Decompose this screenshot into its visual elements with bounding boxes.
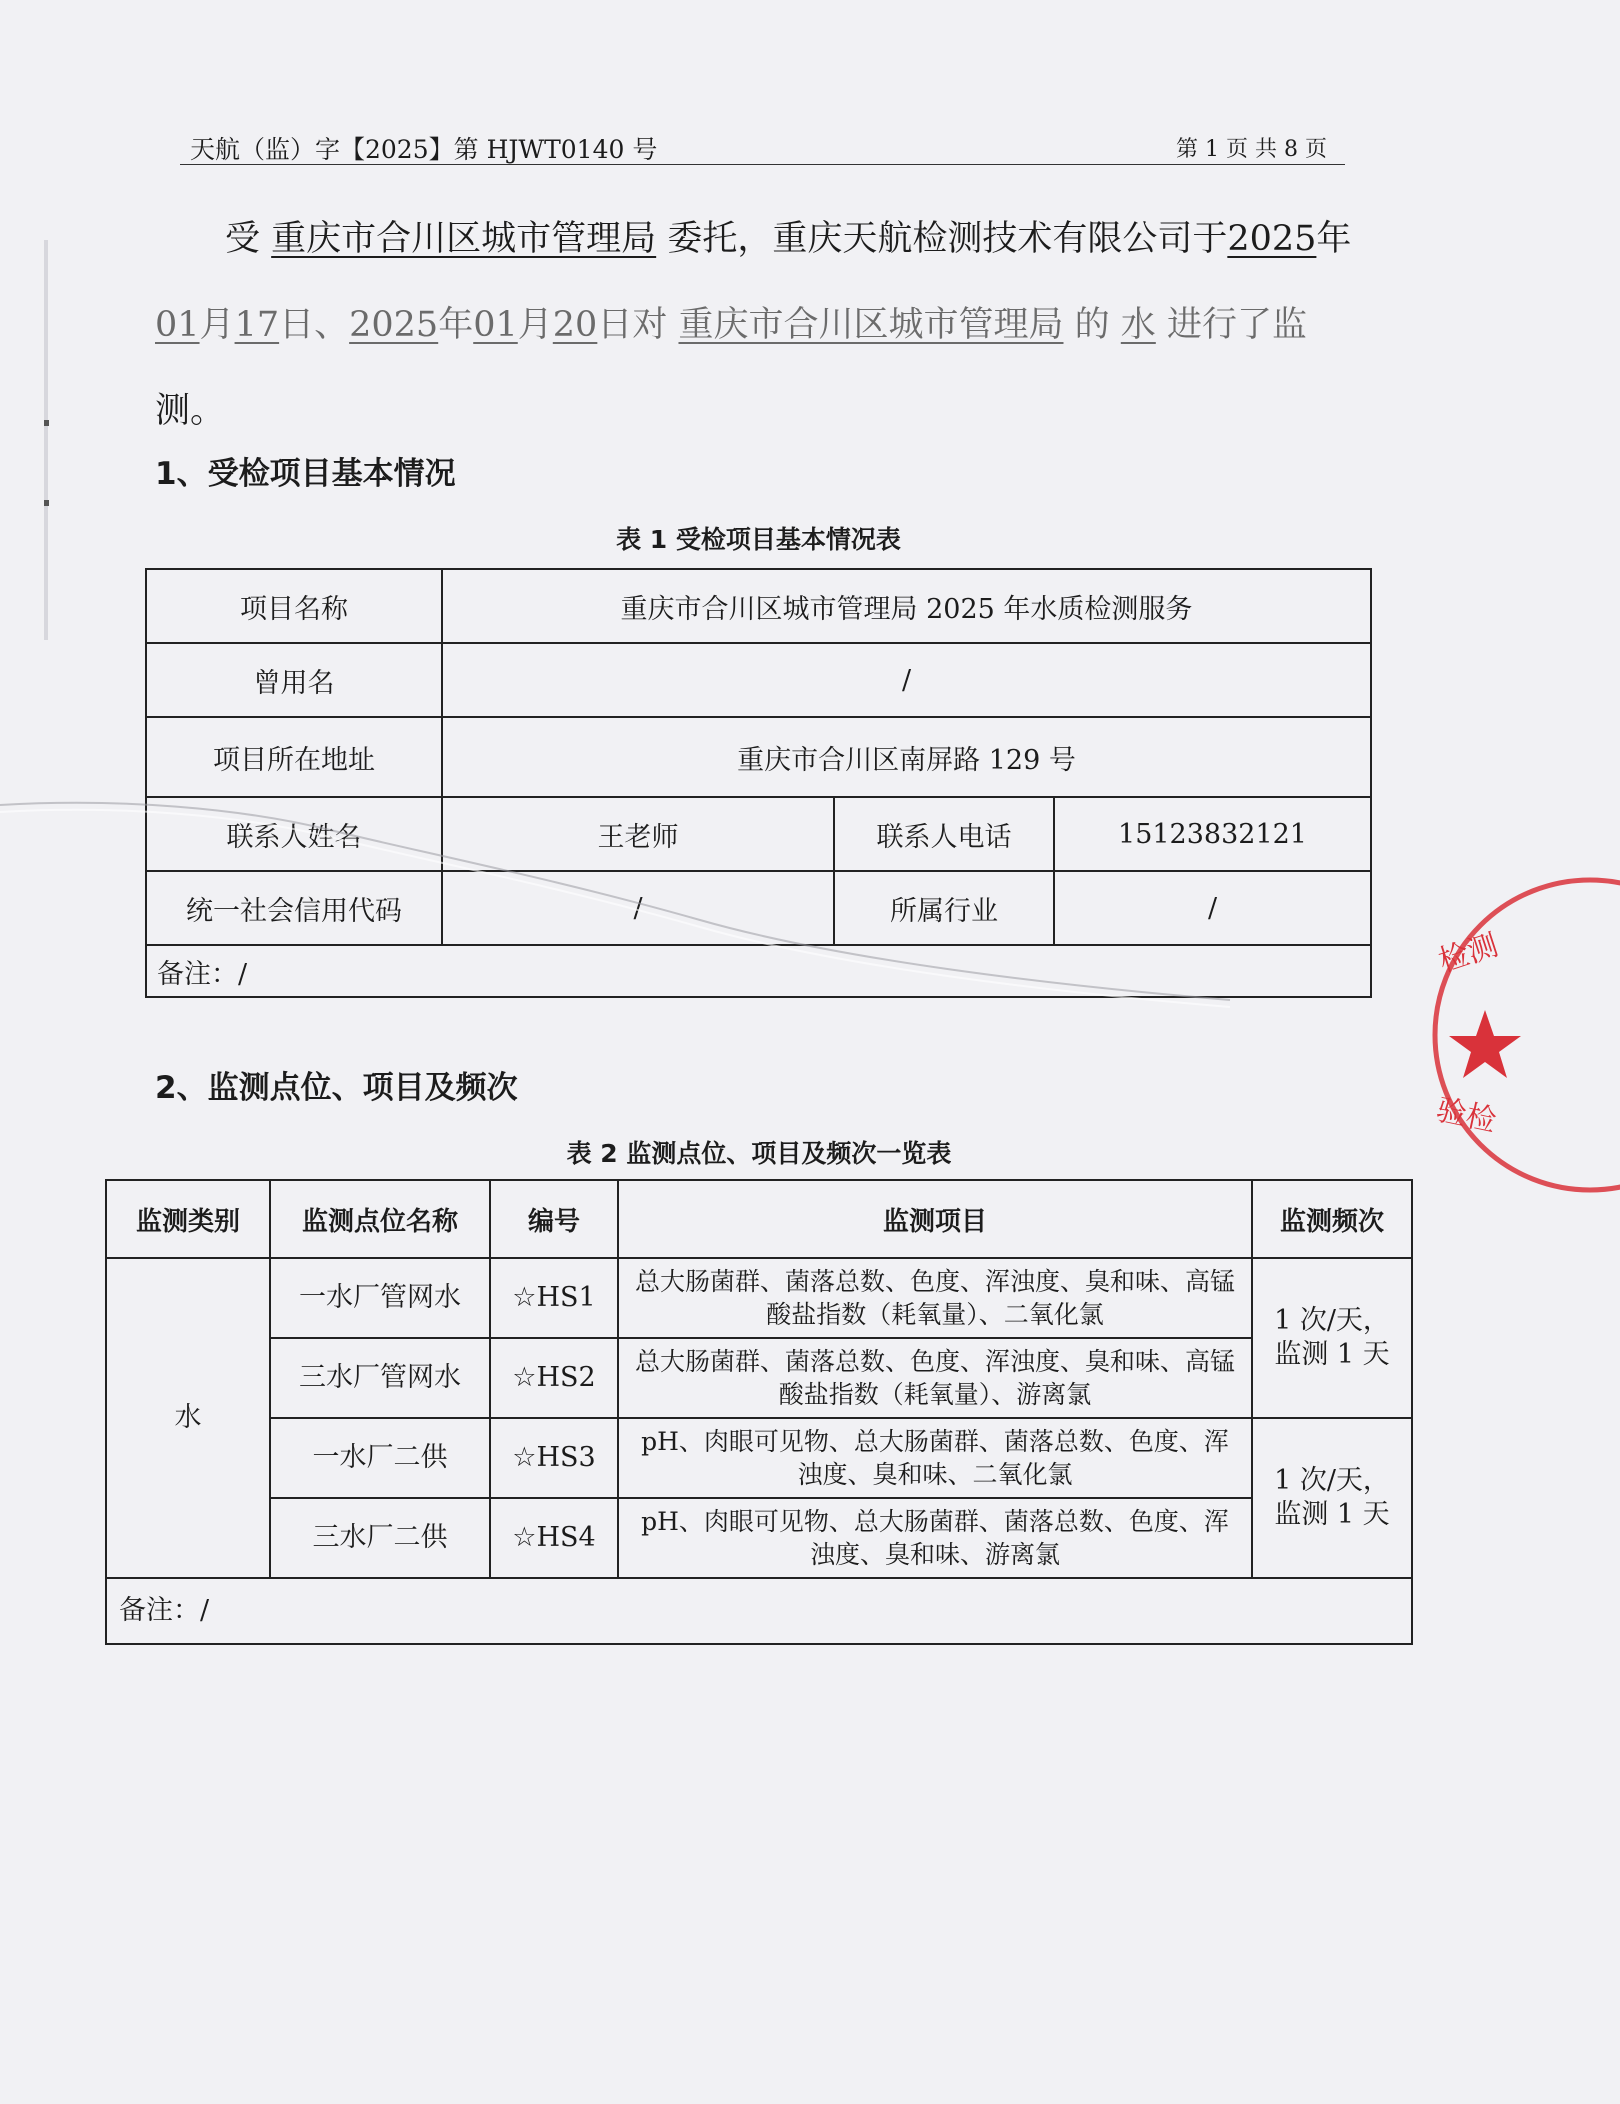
intro-text: 受 [225, 219, 261, 259]
phone-label: 联系人电话 [834, 797, 1054, 871]
table-row [146, 797, 1371, 871]
intro-text: 年 [1316, 219, 1352, 259]
phone-value: 15123832121 [1054, 797, 1371, 871]
monitoring-items: pH、肉眼可见物、总大肠菌群、菌落总数、色度、浑浊度、臭和味、游离氯 [618, 1498, 1252, 1578]
site-name: 一水厂二供 [270, 1418, 490, 1498]
industry-label: 所属行业 [834, 871, 1054, 945]
intro-text: 委托，重庆天航检测技术有限公司于 [667, 219, 1228, 259]
svg-text:检测: 检测 [1434, 927, 1503, 980]
address-label: 项目所在地址 [146, 717, 442, 797]
frequency-cell [1252, 1418, 1412, 1578]
column-header: 监测项目 [618, 1180, 1252, 1258]
intro-text: 测。 [155, 391, 226, 431]
intro-text: 月 [517, 305, 553, 345]
table-row [106, 1578, 1412, 1644]
table1-note: 备注：/ [146, 945, 1371, 997]
table-row [146, 643, 1371, 717]
former-name-label: 曾用名 [146, 643, 442, 717]
section2-heading: 2、监测点位、项目及频次 [155, 1070, 518, 1106]
table-row [106, 1418, 1412, 1498]
intro-text: 日、 [279, 305, 350, 345]
red-seal-stamp [1420, 870, 1620, 1200]
table1-caption: 表 1 受检项目基本情况表 [616, 525, 901, 554]
table-row [146, 945, 1371, 997]
project-name-value: 重庆市合川区城市管理局 2025 年水质检测服务 [442, 569, 1371, 643]
start-month: 01 [155, 305, 200, 345]
target-name: 重庆市合川区城市管理局 [678, 305, 1064, 345]
svg-text:验检: 验检 [1433, 1092, 1500, 1140]
intro-text: 的 [1074, 305, 1110, 345]
intro-text: 月 [199, 305, 235, 345]
site-name: 一水厂管网水 [270, 1258, 490, 1338]
site-name: 三水厂二供 [270, 1498, 490, 1578]
monitoring-table [105, 1179, 1413, 1645]
former-name-value: / [442, 643, 1371, 717]
table2-note: 备注：/ [106, 1578, 1412, 1644]
table2-caption: 表 2 监测点位、项目及频次一览表 [566, 1139, 952, 1168]
frequency-line: 监测 1 天 [1274, 1499, 1390, 1530]
table-row [146, 569, 1371, 643]
client-name: 重庆市合川区城市管理局 [271, 219, 657, 259]
intro-paragraph [155, 196, 1375, 454]
section1-heading: 1、受检项目基本情况 [155, 456, 456, 492]
end-month: 01 [473, 305, 518, 345]
category-cell: 水 [106, 1258, 270, 1578]
intro-text: 日对 [597, 305, 668, 345]
project-info-table [145, 568, 1372, 998]
column-header: 监测类别 [106, 1180, 270, 1258]
site-code: ☆HS1 [490, 1258, 618, 1338]
frequency-cell [1252, 1258, 1412, 1418]
table-header-row [106, 1180, 1412, 1258]
start-day: 17 [234, 305, 280, 345]
table-row [106, 1338, 1412, 1418]
site-code: ☆HS2 [490, 1338, 618, 1418]
page-header [180, 124, 1345, 165]
table-row [146, 871, 1371, 945]
table-row [106, 1258, 1412, 1338]
table-row [146, 717, 1371, 797]
site-code: ☆HS4 [490, 1498, 618, 1578]
site-name: 三水厂管网水 [270, 1338, 490, 1418]
end-year: 2025 [349, 305, 439, 345]
table-row [106, 1498, 1412, 1578]
site-code: ☆HS3 [490, 1418, 618, 1498]
address-value: 重庆市合川区南屏路 129 号 [442, 717, 1371, 797]
project-name-label: 项目名称 [146, 569, 442, 643]
page-number: 第 1 页 共 8 页 [1176, 137, 1327, 162]
monitoring-items: 总大肠菌群、菌落总数、色度、浑浊度、臭和味、高锰酸盐指数（耗氧量）、游离氯 [618, 1338, 1252, 1418]
medium: 水 [1120, 305, 1156, 345]
contact-value: 王老师 [442, 797, 834, 871]
frequency-line: 1 次/天， [1274, 1305, 1390, 1336]
credit-code-value: / [442, 871, 834, 945]
column-header: 监测频次 [1252, 1180, 1412, 1258]
industry-value: / [1054, 871, 1371, 945]
contact-label: 联系人姓名 [146, 797, 442, 871]
monitoring-items: pH、肉眼可见物、总大肠菌群、菌落总数、色度、浑浊度、臭和味、二氧化氯 [618, 1418, 1252, 1498]
binding-marks [38, 240, 58, 660]
end-day: 20 [552, 305, 598, 345]
column-header: 编号 [490, 1180, 618, 1258]
start-year: 2025 [1227, 219, 1317, 259]
monitoring-items: 总大肠菌群、菌落总数、色度、浑浊度、臭和味、高锰酸盐指数（耗氧量）、二氧化氯 [618, 1258, 1252, 1338]
intro-text: 进行了监 [1166, 305, 1307, 345]
credit-code-label: 统一社会信用代码 [146, 871, 442, 945]
column-header: 监测点位名称 [270, 1180, 490, 1258]
frequency-line: 监测 1 天 [1274, 1339, 1390, 1370]
report-number: 天航（监）字【2025】第 HJWT0140 号 [190, 135, 658, 164]
intro-text: 年 [438, 305, 474, 345]
frequency-line: 1 次/天， [1274, 1465, 1390, 1496]
